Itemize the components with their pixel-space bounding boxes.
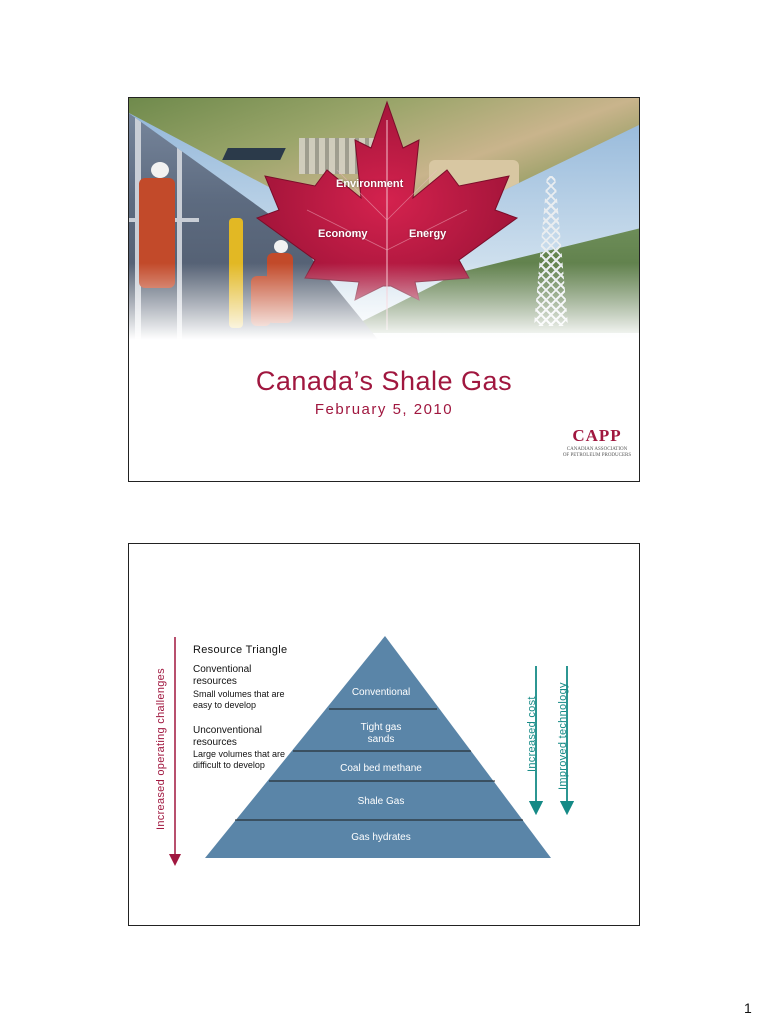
capp-logo-word: CAPP — [572, 426, 622, 445]
page-number: 1 — [744, 1000, 752, 1016]
photo-collage — [129, 98, 639, 353]
unconventional-resources-desc: Large volumes that are difficult to develop — [193, 749, 286, 770]
unconventional-resources-title: Unconventional resources — [193, 725, 262, 748]
capp-logo-subtitle: CANADIAN ASSOCIATION OF PETROLEUM PRODUCERS — [562, 447, 632, 458]
capp-logo — [557, 426, 637, 466]
title-slide — [128, 97, 640, 482]
slide-title: Canada’s Shale Gas — [255, 366, 513, 396]
photo-fade — [129, 263, 639, 353]
resource-triangle-heading: Resource Triangle — [193, 644, 288, 656]
leaf-label-environment: Environment — [336, 178, 404, 190]
tier-shale-gas: Shale Gas — [357, 796, 405, 807]
increased-cost-label: Increased cost — [526, 696, 538, 772]
conventional-resources-title: Conventional resources — [193, 664, 252, 687]
tier-coal-bed-methane: Coal bed methane — [340, 763, 422, 774]
operating-challenges-label: Increased operating challenges — [155, 668, 167, 830]
conventional-resources-desc: Small volumes that are easy to develop — [193, 689, 285, 710]
improved-technology-label: Improved technology — [557, 682, 569, 790]
tier-gas-hydrates: Gas hydrates — [351, 832, 411, 843]
leaf-label-economy: Economy — [318, 228, 368, 240]
leaf-label-energy: Energy — [409, 228, 447, 240]
slide-date: February 5, 2010 — [314, 401, 454, 418]
tier-tight-gas-sands: Tight gas sands — [360, 722, 402, 745]
tier-conventional: Conventional — [351, 687, 411, 698]
resource-triangle-slide — [128, 543, 640, 926]
